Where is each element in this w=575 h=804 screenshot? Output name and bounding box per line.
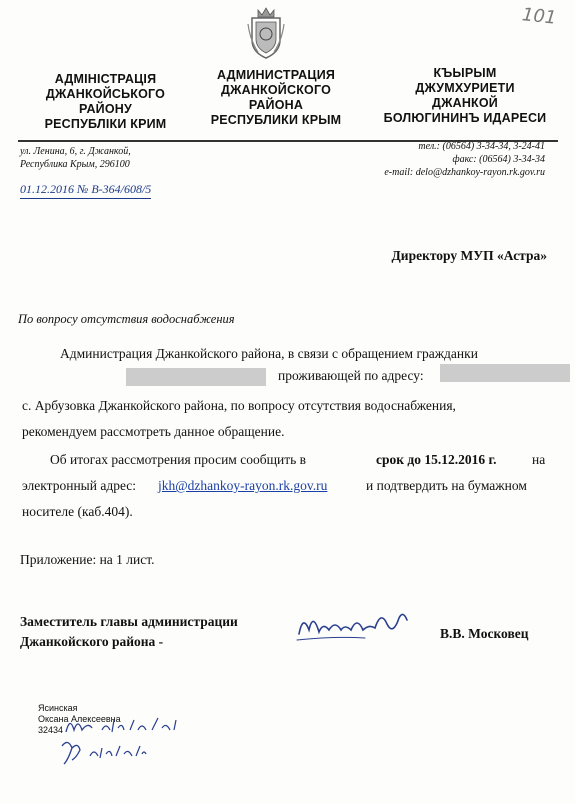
body-line: с. Арбузовка Джанкойского района, по вопросу отсутствия водоснабжения, bbox=[22, 398, 456, 413]
addressee: Директору МУП «Астра» bbox=[391, 248, 547, 263]
email-link[interactable]: jkh@dzhankoy-rayon.rk.gov.ru bbox=[158, 478, 328, 493]
header-line: РАЙОНУ bbox=[79, 102, 132, 116]
body-line: носителе (каб.404). bbox=[22, 504, 133, 519]
header-ukrainian bbox=[28, 72, 183, 132]
executor-line: 32434 bbox=[38, 725, 64, 735]
redacted-name bbox=[126, 368, 266, 386]
body-line: Администрация Джанкойского района, в связи с обращением гражданки bbox=[60, 346, 478, 361]
body-line: электронный адрес: bbox=[22, 478, 137, 493]
header-line: ДЖАНКОЙСЬКОГО bbox=[45, 87, 166, 101]
header-line: ДЖУМХУРИЕТИ bbox=[415, 81, 515, 95]
header-line: РАЙОНА bbox=[248, 98, 304, 112]
header-line: РЕСПУБЛІКИ КРИМ bbox=[44, 117, 167, 131]
postal-address bbox=[20, 145, 131, 171]
email-line: e-mail: delo@dzhankoy-rayon.rk.gov.ru bbox=[384, 167, 545, 178]
deadline-text: срок до 15.12.2016 г. bbox=[376, 452, 497, 467]
coat-of-arms-icon bbox=[246, 4, 286, 60]
fax-line: факс: (06564) 3-34-34 bbox=[452, 154, 545, 165]
redacted-address bbox=[440, 364, 570, 382]
registration-number: 01.12.2016 № В-364/608/5 bbox=[20, 182, 151, 199]
header-line: РЕСПУБЛИКИ КРЫМ bbox=[210, 113, 342, 127]
signatory-title-line: Джанкойского района - bbox=[20, 634, 164, 649]
phone-line: тел.: (06564) 3-34-34, 3-24-41 bbox=[418, 141, 545, 152]
header-russian bbox=[196, 68, 356, 128]
executor-line: Ясинская bbox=[38, 703, 78, 713]
header-line: БОЛЮГИНИНЪ ИДАРЕСИ bbox=[383, 111, 547, 125]
handwritten-visa-icon bbox=[58, 736, 150, 766]
header-line: КЪЫРЫМ bbox=[433, 66, 497, 80]
signatory-name: В.В. Московец bbox=[440, 626, 529, 641]
executor-line: Оксана Алексеевна bbox=[38, 714, 121, 724]
address-line: Республика Крым, 296100 bbox=[20, 159, 130, 170]
contact-info bbox=[384, 140, 545, 179]
body-line: проживающей по адресу: bbox=[278, 368, 424, 383]
page-number: 101 bbox=[520, 4, 558, 29]
header-line: ДЖАНКОЙ bbox=[432, 96, 498, 110]
body-line: и подтвердить на бумажном bbox=[366, 478, 527, 493]
signatory-title bbox=[20, 612, 238, 652]
attachment-note: Приложение: на 1 лист. bbox=[20, 552, 155, 567]
handwritten-signature-icon bbox=[295, 600, 413, 648]
signatory-title-line: Заместитель главы администрации bbox=[20, 614, 238, 629]
body-line: на bbox=[532, 452, 546, 467]
header-line: АДМІНІСТРАЦІЯ bbox=[54, 72, 157, 86]
body-line: рекомендуем рассмотреть данное обращение. bbox=[22, 424, 285, 439]
header-crimean-tatar bbox=[375, 66, 555, 126]
body-line: Об итогах рассмотрения просим сообщить в bbox=[50, 452, 307, 467]
header-line: ДЖАНКОЙСКОГО bbox=[220, 83, 332, 97]
address-line: ул. Ленина, 6, г. Джанкой, bbox=[20, 146, 131, 157]
subject-line: По вопросу отсутствия водоснабжения bbox=[18, 312, 235, 326]
header-line: АДМИНИСТРАЦИЯ bbox=[216, 68, 336, 82]
